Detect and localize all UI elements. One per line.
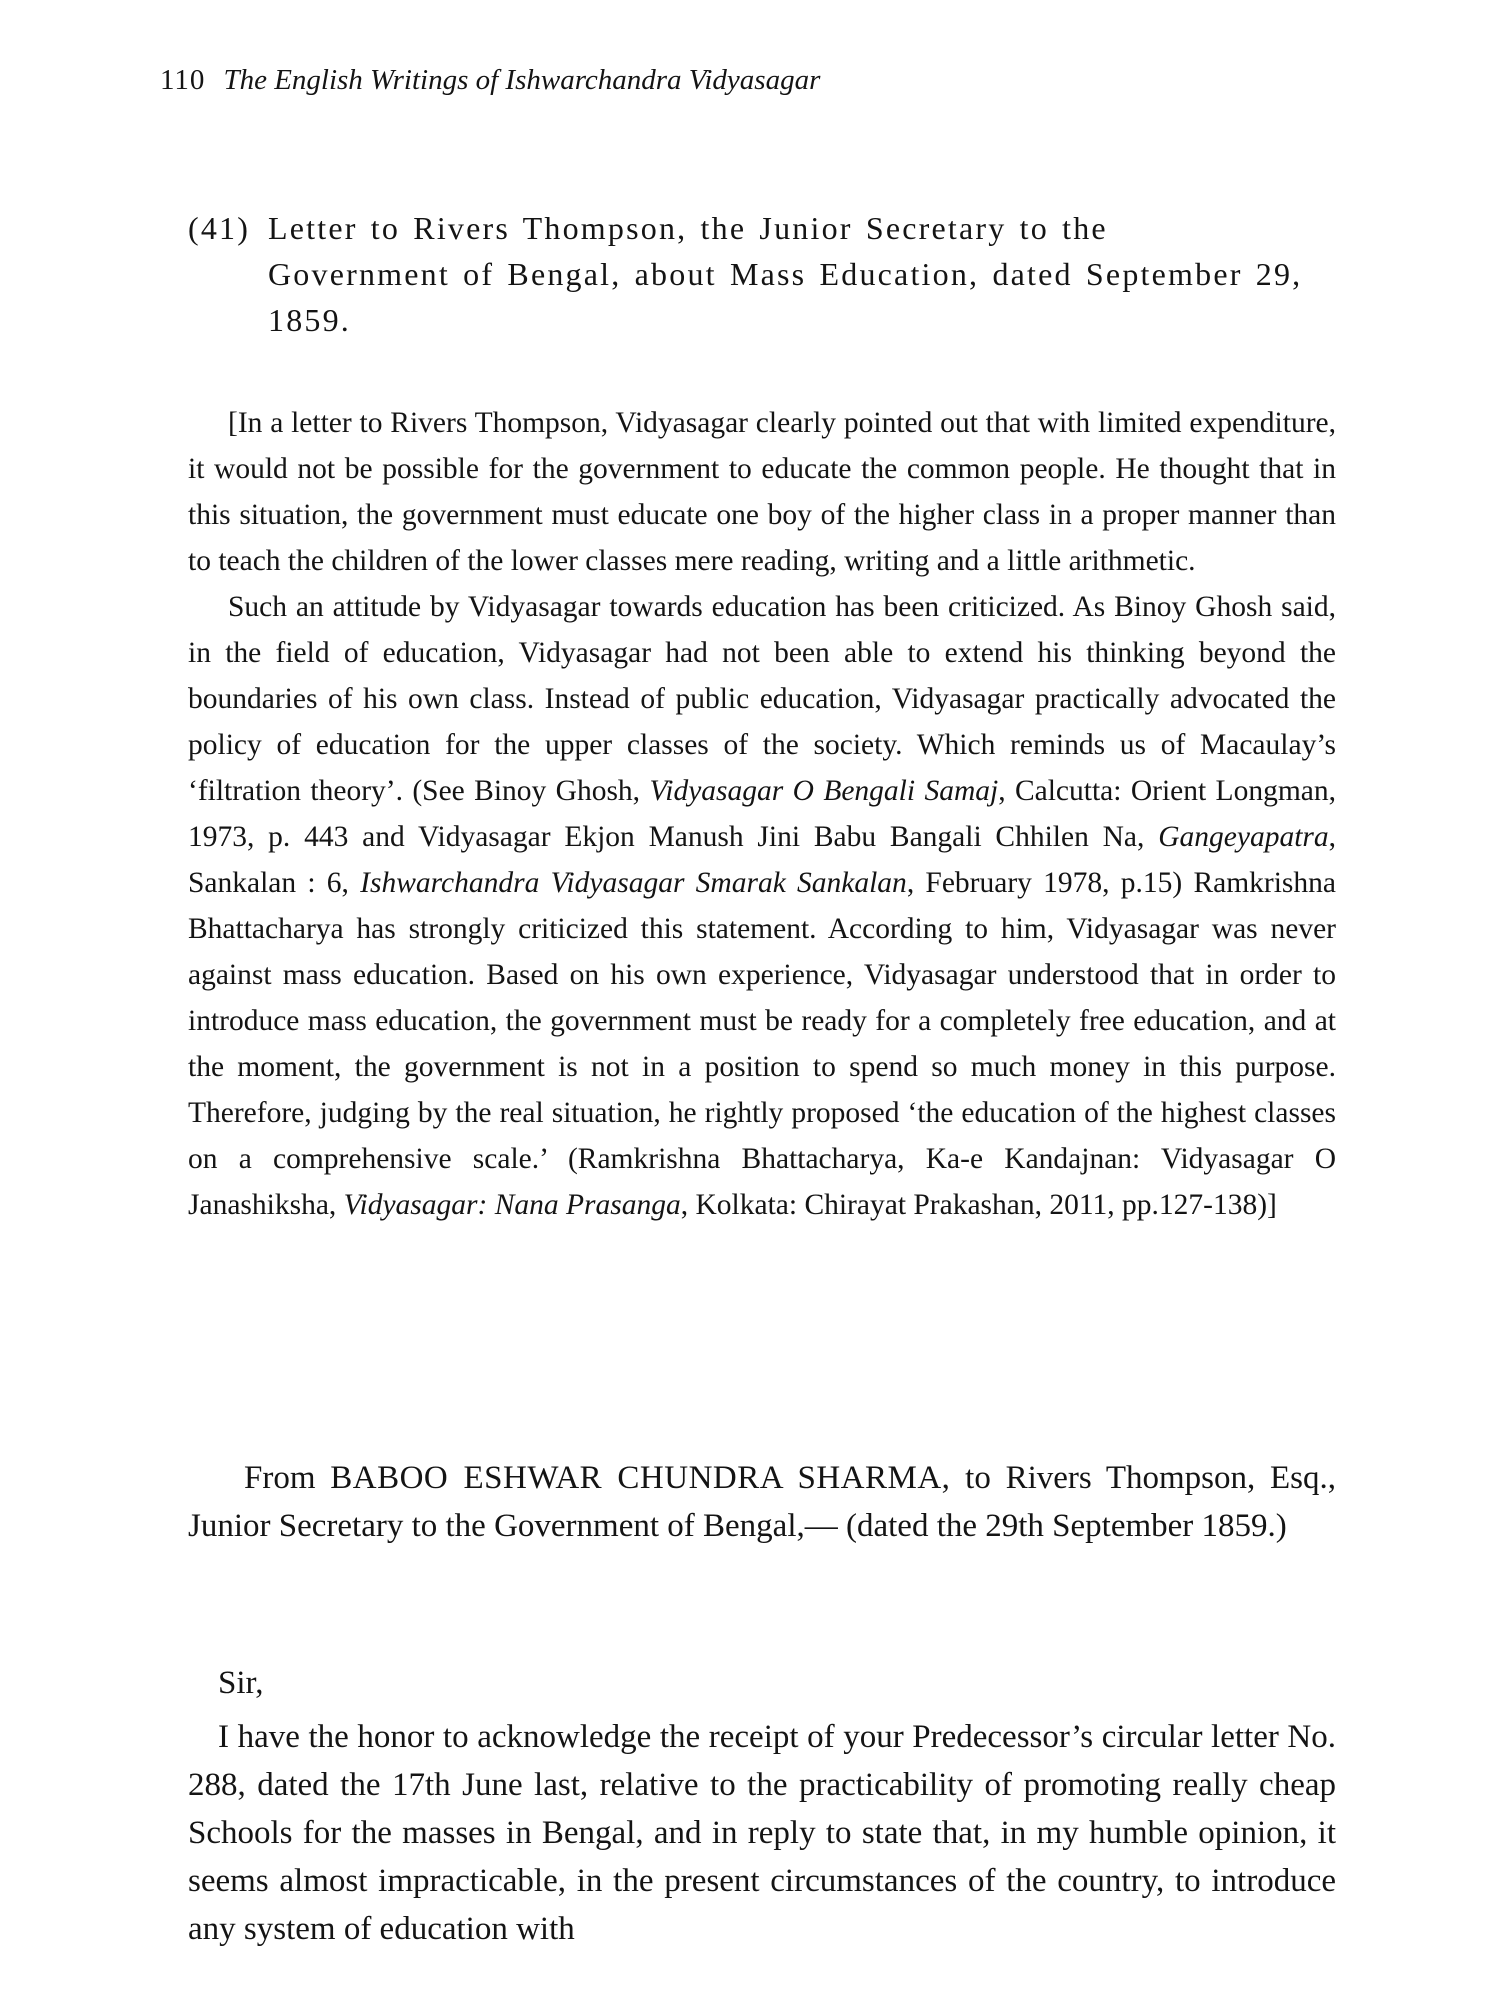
letter-number: (41)	[188, 210, 251, 246]
heading-text-1: Letter to Rivers Thompson, the Junior Secretary to the	[268, 210, 1108, 246]
editorial-note	[188, 400, 1336, 1228]
heading-text-2: Government of Bengal, about Mass Education, dated September 29, 1859.	[268, 256, 1303, 338]
editorial-text: Such an attitude by Vidyasagar towards education has been criticized. As Binoy Ghosh said, in the field of education, Vidyasagar had not been able to extend his thinking beyond the boundaries of his own class. Instead of public education, Vidyasagar practically advocated the policy of education for the upper classes of the society. Which reminds us of Macaulay’s ‘filtration theory’. (See Binoy Ghosh,	[188, 591, 1336, 807]
citation-title: Vidyasagar O Bengali Samaj	[649, 775, 999, 807]
running-head	[160, 62, 820, 98]
salutation: Sir,	[218, 1665, 264, 1701]
letter-body	[188, 1659, 1336, 1953]
citation-title: Gangeyapatra	[1158, 821, 1329, 853]
citation-title: Vidyasagar: Nana Prasanga	[343, 1189, 681, 1221]
letter-paragraph-1: I have the honor to acknowledge the receipt of your Predecessor’s circular letter No. 288, dated the 17th June last, relative to the practicability of promoting really cheap Schools for the masses in Bengal, and in reply to state that, in my humble opinion, it seems almost impracticable, in the present circumstances of the country, to introduce any system of education with	[188, 1719, 1336, 1947]
page-number: 110	[160, 64, 206, 96]
sender-name: BABOO ESHWAR CHUNDRA SHARMA,	[330, 1460, 951, 1496]
editorial-text: , Sankalan : 6,	[188, 821, 1336, 899]
letter-heading	[188, 205, 1336, 343]
editorial-text: , Kolkata: Chirayat Prakashan, 2011, pp.127-138)]	[680, 1189, 1277, 1221]
letter-address	[188, 1454, 1336, 1550]
citation-title: Ishwarchandra Vidyasagar Smarak Sankalan	[360, 867, 907, 899]
editorial-text: , Calcutta: Orient Longman, 1973, p. 443 and Vidyasagar Ekjon Manush Jini Babu Bangali Chhilen Na,	[188, 775, 1336, 853]
heading-line-1	[188, 205, 1336, 251]
book-title: The English Writings of Ishwarchandra Vidyasagar	[223, 64, 821, 96]
from-word: From	[244, 1460, 316, 1496]
address-text: to Rivers Thompson, Esq., Junior Secretary to the Government of Bengal,— (dated the 29th September 1859.)	[188, 1460, 1336, 1544]
editorial-text: , February 1978, p.15) Ramkrishna Bhattacharya has strongly criticized this statement. According to him, Vidyasagar was never against mass education. Based on his own experience, Vidyasagar understood that in order to introduce mass education, the government must be ready for a completely free education, and at the moment, the government is not in a position to spend so much money in this purpose. Therefore, judging by the real situation, he rightly proposed ‘the education of the highest classes on a comprehensive scale.’ (Ramkrishna Bhattacharya, Ka-e Kandajnan: Vidyasagar O Janashiksha,	[188, 867, 1336, 1221]
editorial-paragraph-2	[188, 584, 1336, 1228]
editorial-paragraph-1: [In a letter to Rivers Thompson, Vidyasagar clearly pointed out that with limited expenditure, it would not be possible for the government to educate the common people. He thought that in this situation, the government must educate one boy of the higher class in a proper manner than to teach the children of the lower classes mere reading, writing and a little arithmetic.	[188, 407, 1336, 577]
